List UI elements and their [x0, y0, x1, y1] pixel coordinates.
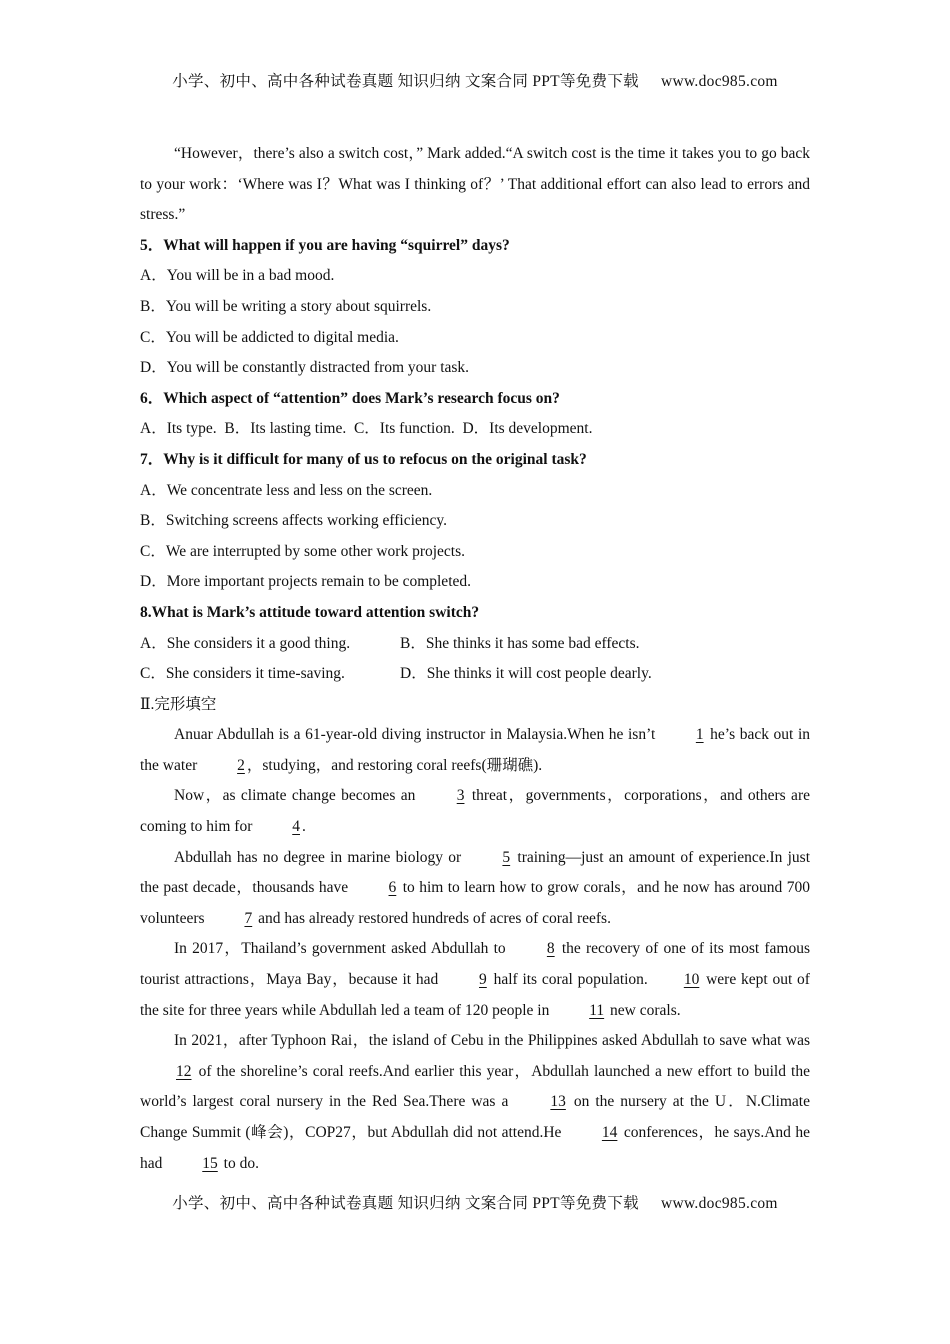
- cloze-text: to do.: [219, 1154, 259, 1172]
- question-5-option-a: A．You will be in a bad mood.: [140, 267, 335, 285]
- blank-2: 2: [237, 756, 245, 774]
- page-header: [0, 69, 950, 91]
- question-8-option-d: D．She thinks it will cost people dearly.: [400, 665, 652, 683]
- cloze-paragraph-5: [140, 1026, 810, 1179]
- cloze-text: In 2017，Thailand’s government asked Abdullah to: [174, 940, 511, 958]
- question-5-stem: 5．What will happen if you are having “squirrel” days?: [140, 236, 510, 254]
- blank-5: 5: [502, 848, 511, 866]
- question-8-options-row-1: [140, 629, 810, 660]
- question-5-option-b: B．You will be writing a story about squirrels.: [140, 297, 432, 315]
- question-7-stem: 7．Why is it difficult for many of us to refocus on the original task?: [140, 450, 587, 468]
- footer-text: 小学、初中、高中各种试卷真题 知识归纳 文案合同 PPT等免费下载: [172, 1195, 639, 1212]
- document-body: [140, 139, 810, 1179]
- blank-1: 1: [695, 726, 704, 744]
- question-7-option-b: B．Switching screens affects working efficiency.: [140, 512, 448, 530]
- cloze-text: training—just an amount of experience.In just the past decade，thousands have: [140, 848, 811, 897]
- cloze-text: threat，governments，corporations，and others are coming to him for: [140, 787, 810, 836]
- question-5-option-d: D．You will be constantly distracted from your task.: [140, 359, 470, 377]
- blank-14: 14: [601, 1124, 618, 1141]
- cloze-text: In 2021，after Typhoon Rai，the island of Cebu in the Philippines asked Abdullah to save what was: [174, 1032, 810, 1050]
- question-8-option-c: C．She considers it time-saving.: [140, 665, 345, 683]
- section-2-heading: Ⅱ.完形填空: [140, 695, 217, 713]
- question-8-option-a: A．She considers it a good thing.: [140, 634, 351, 652]
- blank-10: 10: [683, 971, 700, 989]
- cloze-text: on the nursery at the U．N.Climate Change Summit (峰会)，COP27，but Abdullah did not attend.He: [140, 1093, 810, 1141]
- footer-site: www.doc985.com: [660, 1195, 778, 1212]
- question-6-options: A．Its type. B．Its lasting time. C．Its function. D．Its development.: [140, 420, 593, 438]
- blank-15: 15: [202, 1154, 218, 1172]
- cloze-text: were kept out of the site for three years while Abdullah led a team of 120 people in: [140, 971, 810, 1019]
- cloze-text: Anuar Abdullah is a 61-year-old diving instructor in Malaysia.When he isn’t: [174, 726, 660, 744]
- intro-paragraph: “However，there’s also a switch cost，” Mark added.“A switch cost is the time it takes you to go back to your work：‘Where was I？What was I thinking of？’ That additional effort can also lead to errors and stress.”: [140, 145, 810, 224]
- cloze-text: new corals.: [606, 1001, 681, 1019]
- question-6-stem: 6．Which aspect of “attention” does Mark’s research focus on?: [140, 389, 560, 407]
- cloze-text: .: [302, 818, 306, 836]
- cloze-paragraph-1: [140, 720, 810, 781]
- cloze-text: of the shoreline’s coral reefs.And earlier this year，Abdullah launched a new effort to build the world’s largest coral nursery in the Red Sea.There was a: [140, 1062, 810, 1111]
- page-footer: [0, 1191, 950, 1213]
- question-7-option-d: D．More important projects remain to be completed.: [140, 573, 472, 591]
- header-text: 小学、初中、高中各种试卷真题 知识归纳 文案合同 PPT等免费下载: [172, 73, 639, 90]
- cloze-text: Abdullah has no degree in marine biology or: [174, 848, 467, 866]
- blank-3: 3: [456, 787, 465, 805]
- cloze-text: and has already restored hundreds of acres of coral reefs.: [254, 909, 611, 927]
- blank-8: 8: [546, 940, 555, 958]
- blank-4: 4: [292, 818, 300, 836]
- header-site: www.doc985.com: [660, 73, 778, 90]
- cloze-paragraph-2: [140, 781, 810, 842]
- question-8-option-b: B．She thinks it has some bad effects.: [400, 634, 640, 652]
- question-7-option-c: C．We are interrupted by some other work projects.: [140, 542, 466, 560]
- cloze-text: conferences，he says.And he had: [140, 1124, 810, 1172]
- blank-12: 12: [176, 1062, 192, 1080]
- cloze-text: to him to learn how to grow corals，and he now has around 700 volunteers: [140, 879, 810, 927]
- blank-9: 9: [479, 971, 487, 989]
- cloze-paragraph-4: [140, 934, 810, 1026]
- cloze-paragraph-3: [140, 843, 810, 935]
- blank-7: 7: [244, 909, 253, 927]
- cloze-text: half its coral population.: [488, 971, 648, 989]
- cloze-text: the recovery of one of its most famous tourist attractions，Maya Bay，because it had: [140, 940, 810, 989]
- question-7-option-a: A．We concentrate less and less on the screen.: [140, 481, 433, 499]
- blank-13: 13: [550, 1093, 566, 1111]
- blank-11: 11: [589, 1001, 605, 1019]
- blank-6: 6: [388, 879, 397, 897]
- question-8-options-row-2: [140, 659, 810, 690]
- question-8-stem: 8.What is Mark’s attitude toward attention switch?: [140, 603, 480, 621]
- cloze-text: he’s back out in the water: [140, 726, 811, 774]
- question-5-option-c: C．You will be addicted to digital media.: [140, 328, 399, 346]
- cloze-text: ，studying，and restoring coral reefs(珊瑚礁).: [246, 756, 543, 774]
- cloze-text: Now，as climate change becomes an: [174, 787, 421, 805]
